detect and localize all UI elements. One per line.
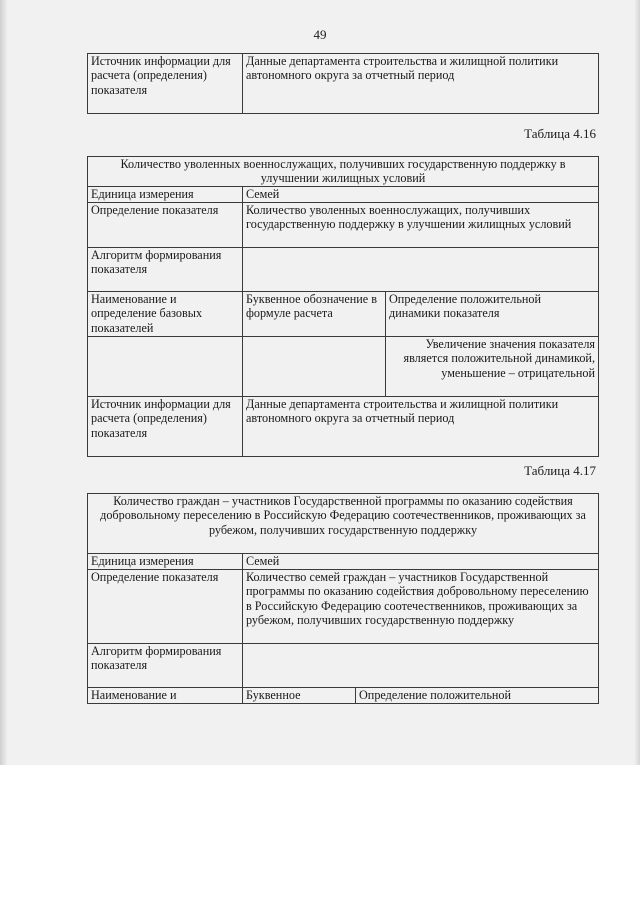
unit-value: Семей <box>243 187 599 203</box>
page-number: 49 <box>313 27 327 42</box>
table-row <box>88 203 599 248</box>
dynamics-note: Увеличение значения показателя является положительной динамикой, уменьшение – отрицательной <box>386 337 599 397</box>
table-row <box>88 644 599 688</box>
table-continued <box>87 53 599 114</box>
base-dynamics-label: Определение положительной <box>356 688 599 704</box>
base-symbol-label: Буквенное обозначение в формуле расчета <box>243 292 386 337</box>
definition-label: Определение показателя <box>88 570 243 644</box>
unit-label: Единица измерения <box>88 554 243 570</box>
definition-value: Количество семей граждан – участников Государственной программы по оказанию содействия добровольному переселению в Российскую Федерацию соотечественников, проживающих за рубежом, получивших государственную поддержку <box>243 570 599 644</box>
algorithm-label: Алгоритм формирования показателя <box>88 248 243 292</box>
table-row <box>88 187 599 203</box>
empty-cell <box>88 337 243 397</box>
table-title-row <box>88 494 599 554</box>
algorithm-value <box>243 248 599 292</box>
algorithm-value <box>243 644 599 688</box>
table-title: Количество граждан – участников Государственной программы по оказанию содействия добровольному переселению в Российскую Федерацию соотечественников, проживающих за рубежом, получивших государственную поддержку <box>88 494 599 554</box>
base-indicators-label: Наименование и <box>88 688 243 704</box>
table-row <box>88 337 599 397</box>
source-label: Источник информации для расчета (определения) показателя <box>88 397 243 457</box>
table-4-17-caption: Таблица 4.17 <box>524 463 596 478</box>
table-4-16-caption: Таблица 4.16 <box>524 126 596 141</box>
definition-label: Определение показателя <box>88 203 243 248</box>
table-row <box>88 248 599 292</box>
algorithm-label: Алгоритм формирования показателя <box>88 644 243 688</box>
table-title-row <box>88 157 599 187</box>
table-4-17 <box>87 493 599 704</box>
source-label: Источник информации для расчета (определения) показателя <box>88 54 243 114</box>
table-row <box>88 397 599 457</box>
unit-label: Единица измерения <box>88 187 243 203</box>
table-4-16 <box>87 156 599 457</box>
source-value: Данные департамента строительства и жилищной политики автономного округа за отчетный период <box>243 54 599 114</box>
table-row <box>88 292 599 337</box>
base-indicators-label: Наименование и определение базовых показателей <box>88 292 243 337</box>
table-row <box>88 554 599 570</box>
table-row <box>88 570 599 644</box>
base-dynamics-label: Определение положительной динамики показателя <box>386 292 599 337</box>
base-symbol-label: Буквенное <box>243 688 356 704</box>
table-row <box>88 54 599 114</box>
table-row <box>88 688 599 704</box>
source-value: Данные департамента строительства и жилищной политики автономного округа за отчетный период <box>243 397 599 457</box>
empty-cell <box>243 337 386 397</box>
definition-value: Количество уволенных военнослужащих, получивших государственную поддержку в улучшении жилищных условий <box>243 203 599 248</box>
table-title: Количество уволенных военнослужащих, получивших государственную поддержку в улучшении жилищных условий <box>88 157 599 187</box>
unit-value: Семей <box>243 554 599 570</box>
